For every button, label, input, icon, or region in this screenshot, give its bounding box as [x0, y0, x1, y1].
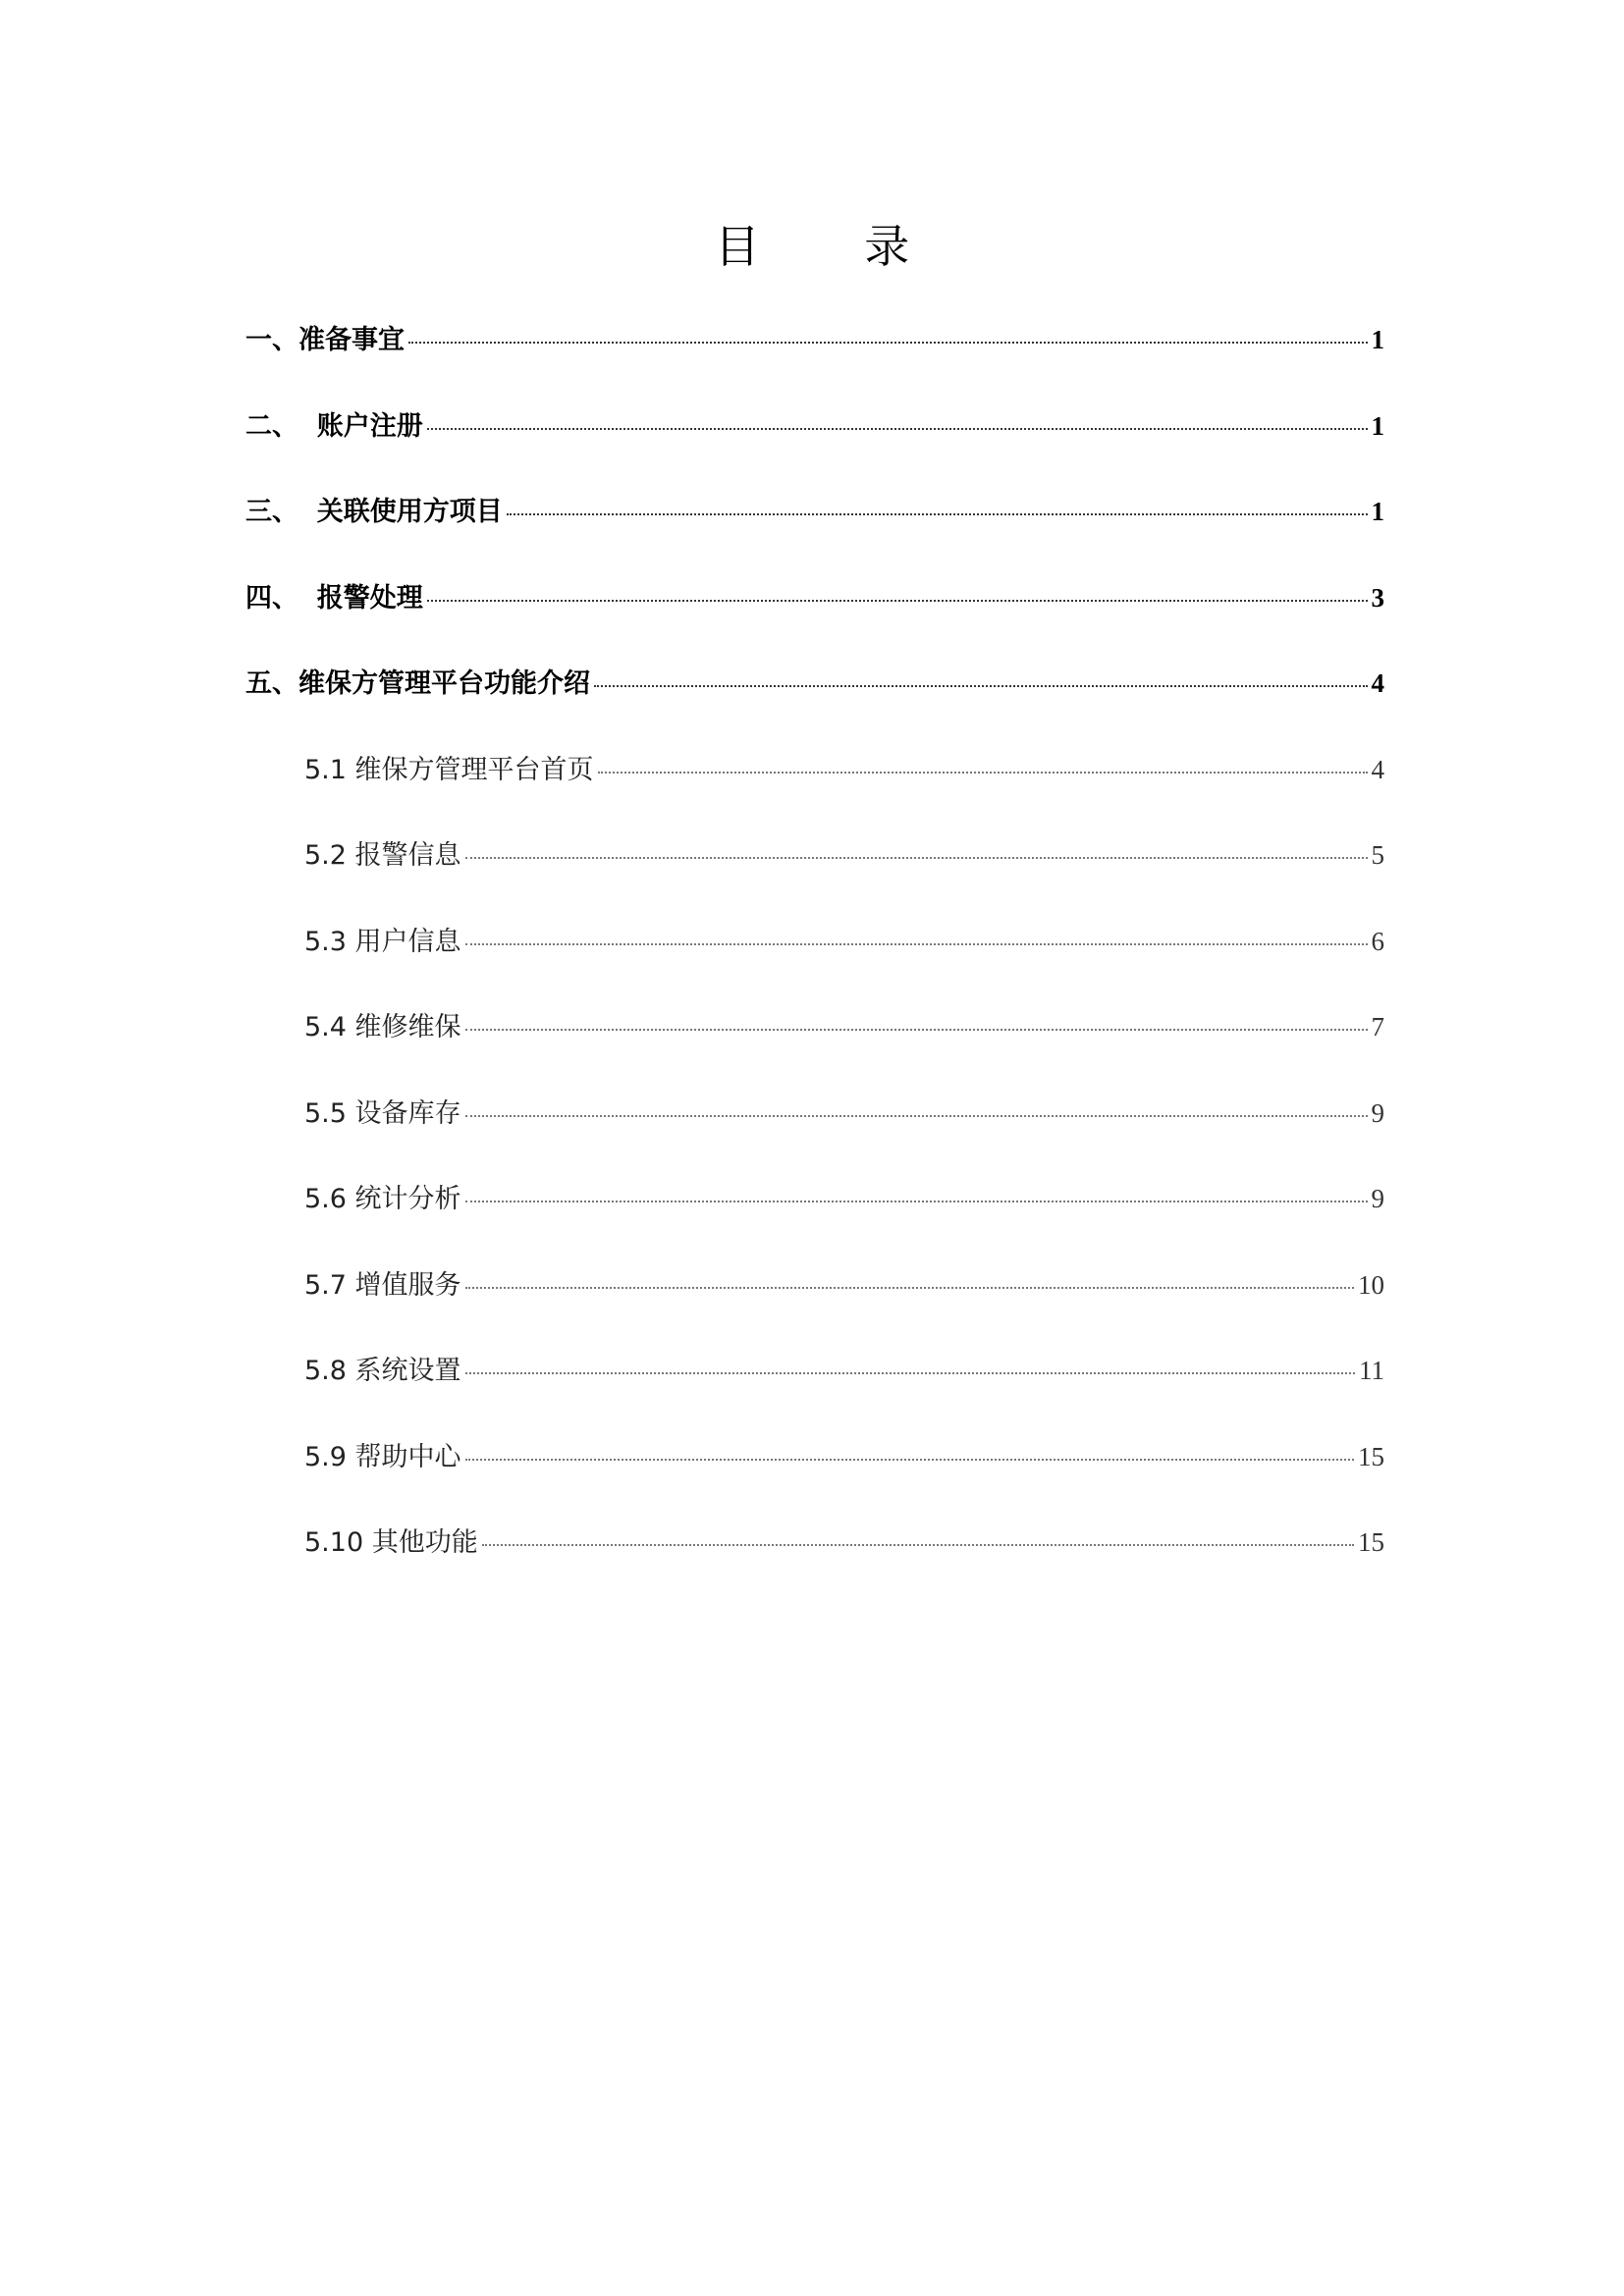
toc-entry-row: [245, 490, 1384, 528]
toc-leader-dots: [465, 943, 1368, 945]
toc-entry-page-number: 1: [1371, 410, 1384, 441]
toc-entry-row: [245, 576, 1384, 614]
toc-leader-dots: [465, 1115, 1368, 1117]
toc-entry-label: 5.5 设备库存: [304, 1097, 461, 1129]
toc-entry-label: 5.8 系统设置: [304, 1356, 461, 1387]
toc-leader-dots: [598, 772, 1368, 774]
toc-entry-page-number: 4: [1371, 668, 1384, 699]
toc-entry-label: 5.2 报警信息: [304, 840, 461, 872]
toc-entry-page-number: 9: [1371, 1097, 1384, 1128]
toc-entry[interactable]: [245, 896, 1384, 983]
toc-entry-row: [245, 1263, 1384, 1302]
toc-entry-label: 5.1 维保方管理平台首页: [304, 754, 594, 785]
toc-entry-row: [245, 404, 1384, 443]
toc-leader-dots: [465, 1372, 1355, 1374]
toc-entry[interactable]: [245, 1497, 1384, 1583]
toc-entry-label: 四、 报警处理: [245, 582, 423, 614]
toc-entry-page-number: 1: [1371, 325, 1384, 355]
toc-entry[interactable]: [245, 1153, 1384, 1240]
toc-entry[interactable]: [245, 1240, 1384, 1326]
toc-leader-dots: [408, 342, 1368, 344]
toc-entry[interactable]: [245, 466, 1384, 553]
toc-entry[interactable]: [245, 1325, 1384, 1412]
toc-entry[interactable]: [245, 1068, 1384, 1154]
toc-entry-label: 5.10 其他功能: [304, 1527, 478, 1559]
toc-leader-dots: [465, 1201, 1368, 1202]
toc-entry-page-number: 7: [1371, 1012, 1384, 1042]
toc-entry-page-number: 11: [1359, 1356, 1384, 1386]
toc-entry-label: 五、维保方管理平台功能介绍: [245, 668, 590, 700]
toc-entry-page-number: 5: [1371, 840, 1384, 871]
toc-entry-row: [245, 920, 1384, 958]
toc-entry-page-number: 4: [1371, 754, 1384, 784]
toc-leader-dots: [482, 1544, 1354, 1546]
toc-list: [245, 294, 1384, 1583]
toc-leader-dots: [427, 428, 1368, 430]
toc-entry-label: 5.7 增值服务: [304, 1269, 461, 1301]
toc-leader-dots: [465, 857, 1368, 859]
toc-entry-row: [245, 1177, 1384, 1215]
toc-entry-row: [245, 662, 1384, 700]
toc-entry-row: [245, 833, 1384, 872]
toc-entry-label: 5.9 帮助中心: [304, 1441, 461, 1472]
toc-leader-dots: [465, 1459, 1354, 1461]
toc-entry-label: 二、 账户注册: [245, 410, 423, 442]
toc-entry-label: 5.4 维修维保: [304, 1012, 461, 1043]
toc-entry-row: [245, 1521, 1384, 1559]
toc-entry-page-number: 9: [1371, 1184, 1384, 1214]
toc-entry[interactable]: [245, 1412, 1384, 1498]
toc-leader-dots: [507, 513, 1368, 515]
toc-entry[interactable]: [245, 381, 1384, 467]
toc-entry-label: 5.3 用户信息: [304, 926, 461, 957]
toc-entry-page-number: 15: [1358, 1441, 1384, 1471]
toc-entry-row: [245, 748, 1384, 786]
toc-entry-label: 5.6 统计分析: [304, 1184, 461, 1215]
toc-leader-dots: [465, 1287, 1354, 1289]
toc-entry-label: 三、 关联使用方项目: [245, 497, 503, 528]
toc-entry-row: [245, 1092, 1384, 1130]
toc-entry-page-number: 10: [1358, 1269, 1384, 1300]
toc-title: 目 录: [714, 220, 955, 273]
toc-entry[interactable]: [245, 810, 1384, 896]
toc-entry-page-number: 6: [1371, 926, 1384, 956]
toc-entry-page-number: 15: [1358, 1527, 1384, 1558]
toc-entry-row: [245, 1005, 1384, 1043]
toc-entry-page-number: 3: [1371, 582, 1384, 613]
toc-leader-dots: [427, 600, 1368, 602]
toc-entry[interactable]: [245, 638, 1384, 724]
toc-entry[interactable]: [245, 982, 1384, 1068]
toc-entry-row: [245, 318, 1384, 356]
toc-leader-dots: [594, 685, 1368, 687]
toc-entry[interactable]: [245, 553, 1384, 639]
toc-entry-label: 一、准备事宜: [245, 325, 405, 356]
toc-leader-dots: [465, 1029, 1368, 1031]
toc-entry-row: [245, 1435, 1384, 1473]
toc-entry[interactable]: [245, 724, 1384, 811]
toc-entry-page-number: 1: [1371, 497, 1384, 527]
toc-entry[interactable]: [245, 294, 1384, 381]
toc-entry-row: [245, 1349, 1384, 1387]
